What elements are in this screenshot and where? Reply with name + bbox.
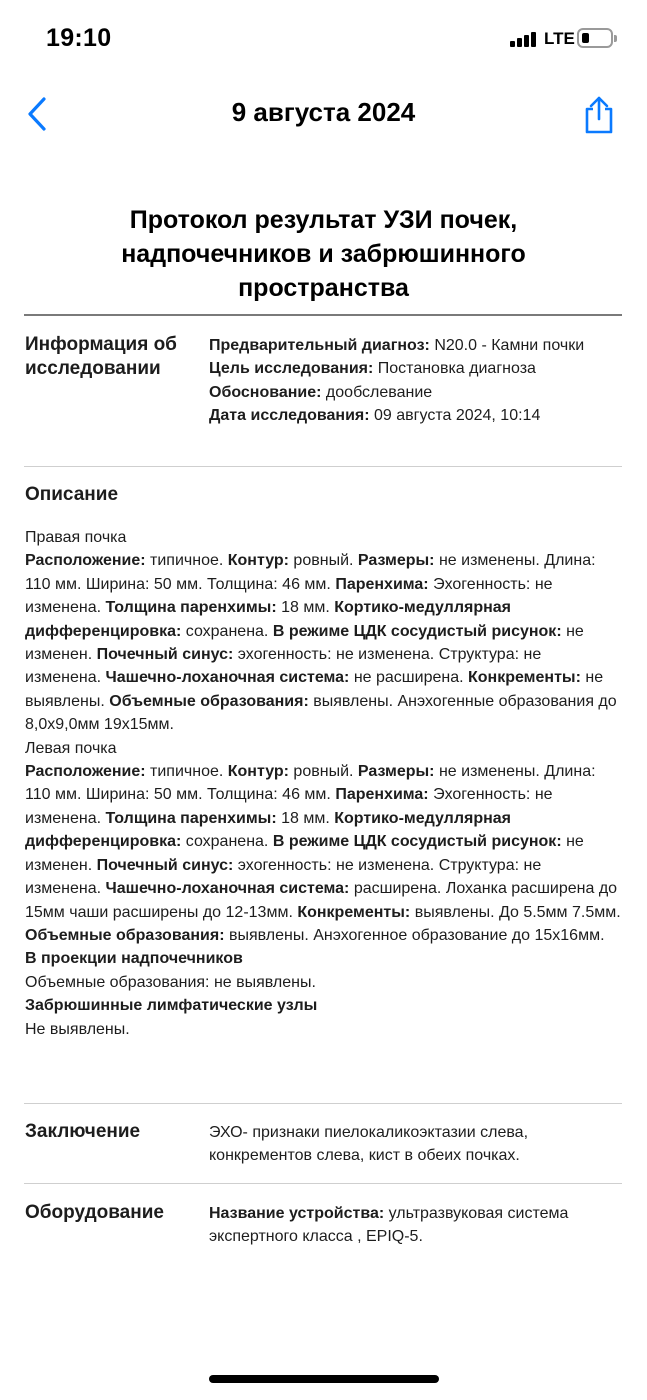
study-reason: Обоснование: дообслевание [209, 383, 433, 401]
battery-icon [577, 28, 613, 48]
study-date: Дата исследования: 09 августа 2024, 10:14 [209, 407, 541, 425]
left-kidney-heading: Левая почка [25, 739, 117, 757]
conclusion-section-label: Заключение [25, 1121, 141, 1142]
navigation-bar [0, 86, 647, 142]
description-body [25, 526, 621, 1041]
left-kidney-text: Расположение: типичное. Контур: ровный. Размеры: не изменены. Длина: 110 мм. Ширина: 50 мм. Толщина: 46 мм. Паренхима: Эхогенность: не изменена. Толщина паренхимы: 18 мм. Кортико-медуллярная дифференцировка: сохранена. В режиме ЦДК сосудистый рисунок: не изменен. Почечный синус: эхогенность: не изменена. Структура: не изменена. Чашечно-лоханочная система: расширена. Лоханка расширена до 15мм чаши расширены до 12-13мм. Конкременты: выявлены. До 5.5мм 7.5мм. Объемные образования: выявлены. Анэхогенное образование до 15х16мм. [25, 763, 621, 944]
study-goal: Цель исследования: Постановка диагноза [209, 360, 536, 378]
right-kidney-text: Расположение: типичное. Контур: ровный. Размеры: не изменены. Длина: 110 мм. Ширина: 50 мм. Толщина: 46 мм. Паренхима: Эхогенность: не изменена. Толщина паренхимы: 18 мм. Кортико-медуллярная дифференцировка: сохранена. В режиме ЦДК сосудистый рисунок: не изменен. Почечный синус: эхогенность: не изменена. Структура: не изменена. Чашечно-лоханочная система: не расширена. Конкременты: не выявлены. Объемные образования: выявлены. Анэхогенные образования до 8,0х9,0мм 19х15мм. [25, 552, 617, 734]
network-type: LTE [544, 29, 575, 48]
description-section-label: Описание [25, 484, 119, 505]
divider [24, 1183, 622, 1184]
adrenal-text: Объемные образования: не выявлены. [25, 973, 316, 991]
conclusion-text: ЭХО- признаки пиелокаликоэктазии слева, конкрементов слева, кист в обеих почках. [209, 1124, 529, 1165]
right-kidney-heading: Правая почка [25, 529, 127, 546]
divider [24, 1103, 622, 1104]
divider [24, 314, 622, 316]
lymph-text: Не выявлены. [25, 1020, 130, 1038]
info-section-label: Информация об исследовании [25, 334, 177, 379]
info-section-values [209, 334, 609, 428]
status-bar [0, 0, 647, 80]
share-icon[interactable] [582, 92, 616, 136]
preliminary-diagnosis: Предварительный диагноз: N20.0 - Камни почки [209, 337, 585, 354]
document-title: Протокол результат УЗИ почек, надпочечников и забрюшинного пространства [121, 206, 526, 302]
signal-icon [510, 31, 540, 47]
divider [24, 466, 622, 467]
adrenal-heading: В проекции надпочечников [25, 950, 243, 968]
page-title: 9 августа 2024 [231, 97, 416, 127]
equipment-text: Название устройства: ультразвуковая система экспертного класса , EPIQ-5. [209, 1205, 569, 1246]
home-indicator[interactable] [209, 1375, 439, 1383]
equipment-section-label: Оборудование [25, 1202, 164, 1223]
status-time: 19:10 [46, 24, 112, 52]
lymph-heading: Забрюшинные лимфатические узлы [25, 997, 318, 1015]
